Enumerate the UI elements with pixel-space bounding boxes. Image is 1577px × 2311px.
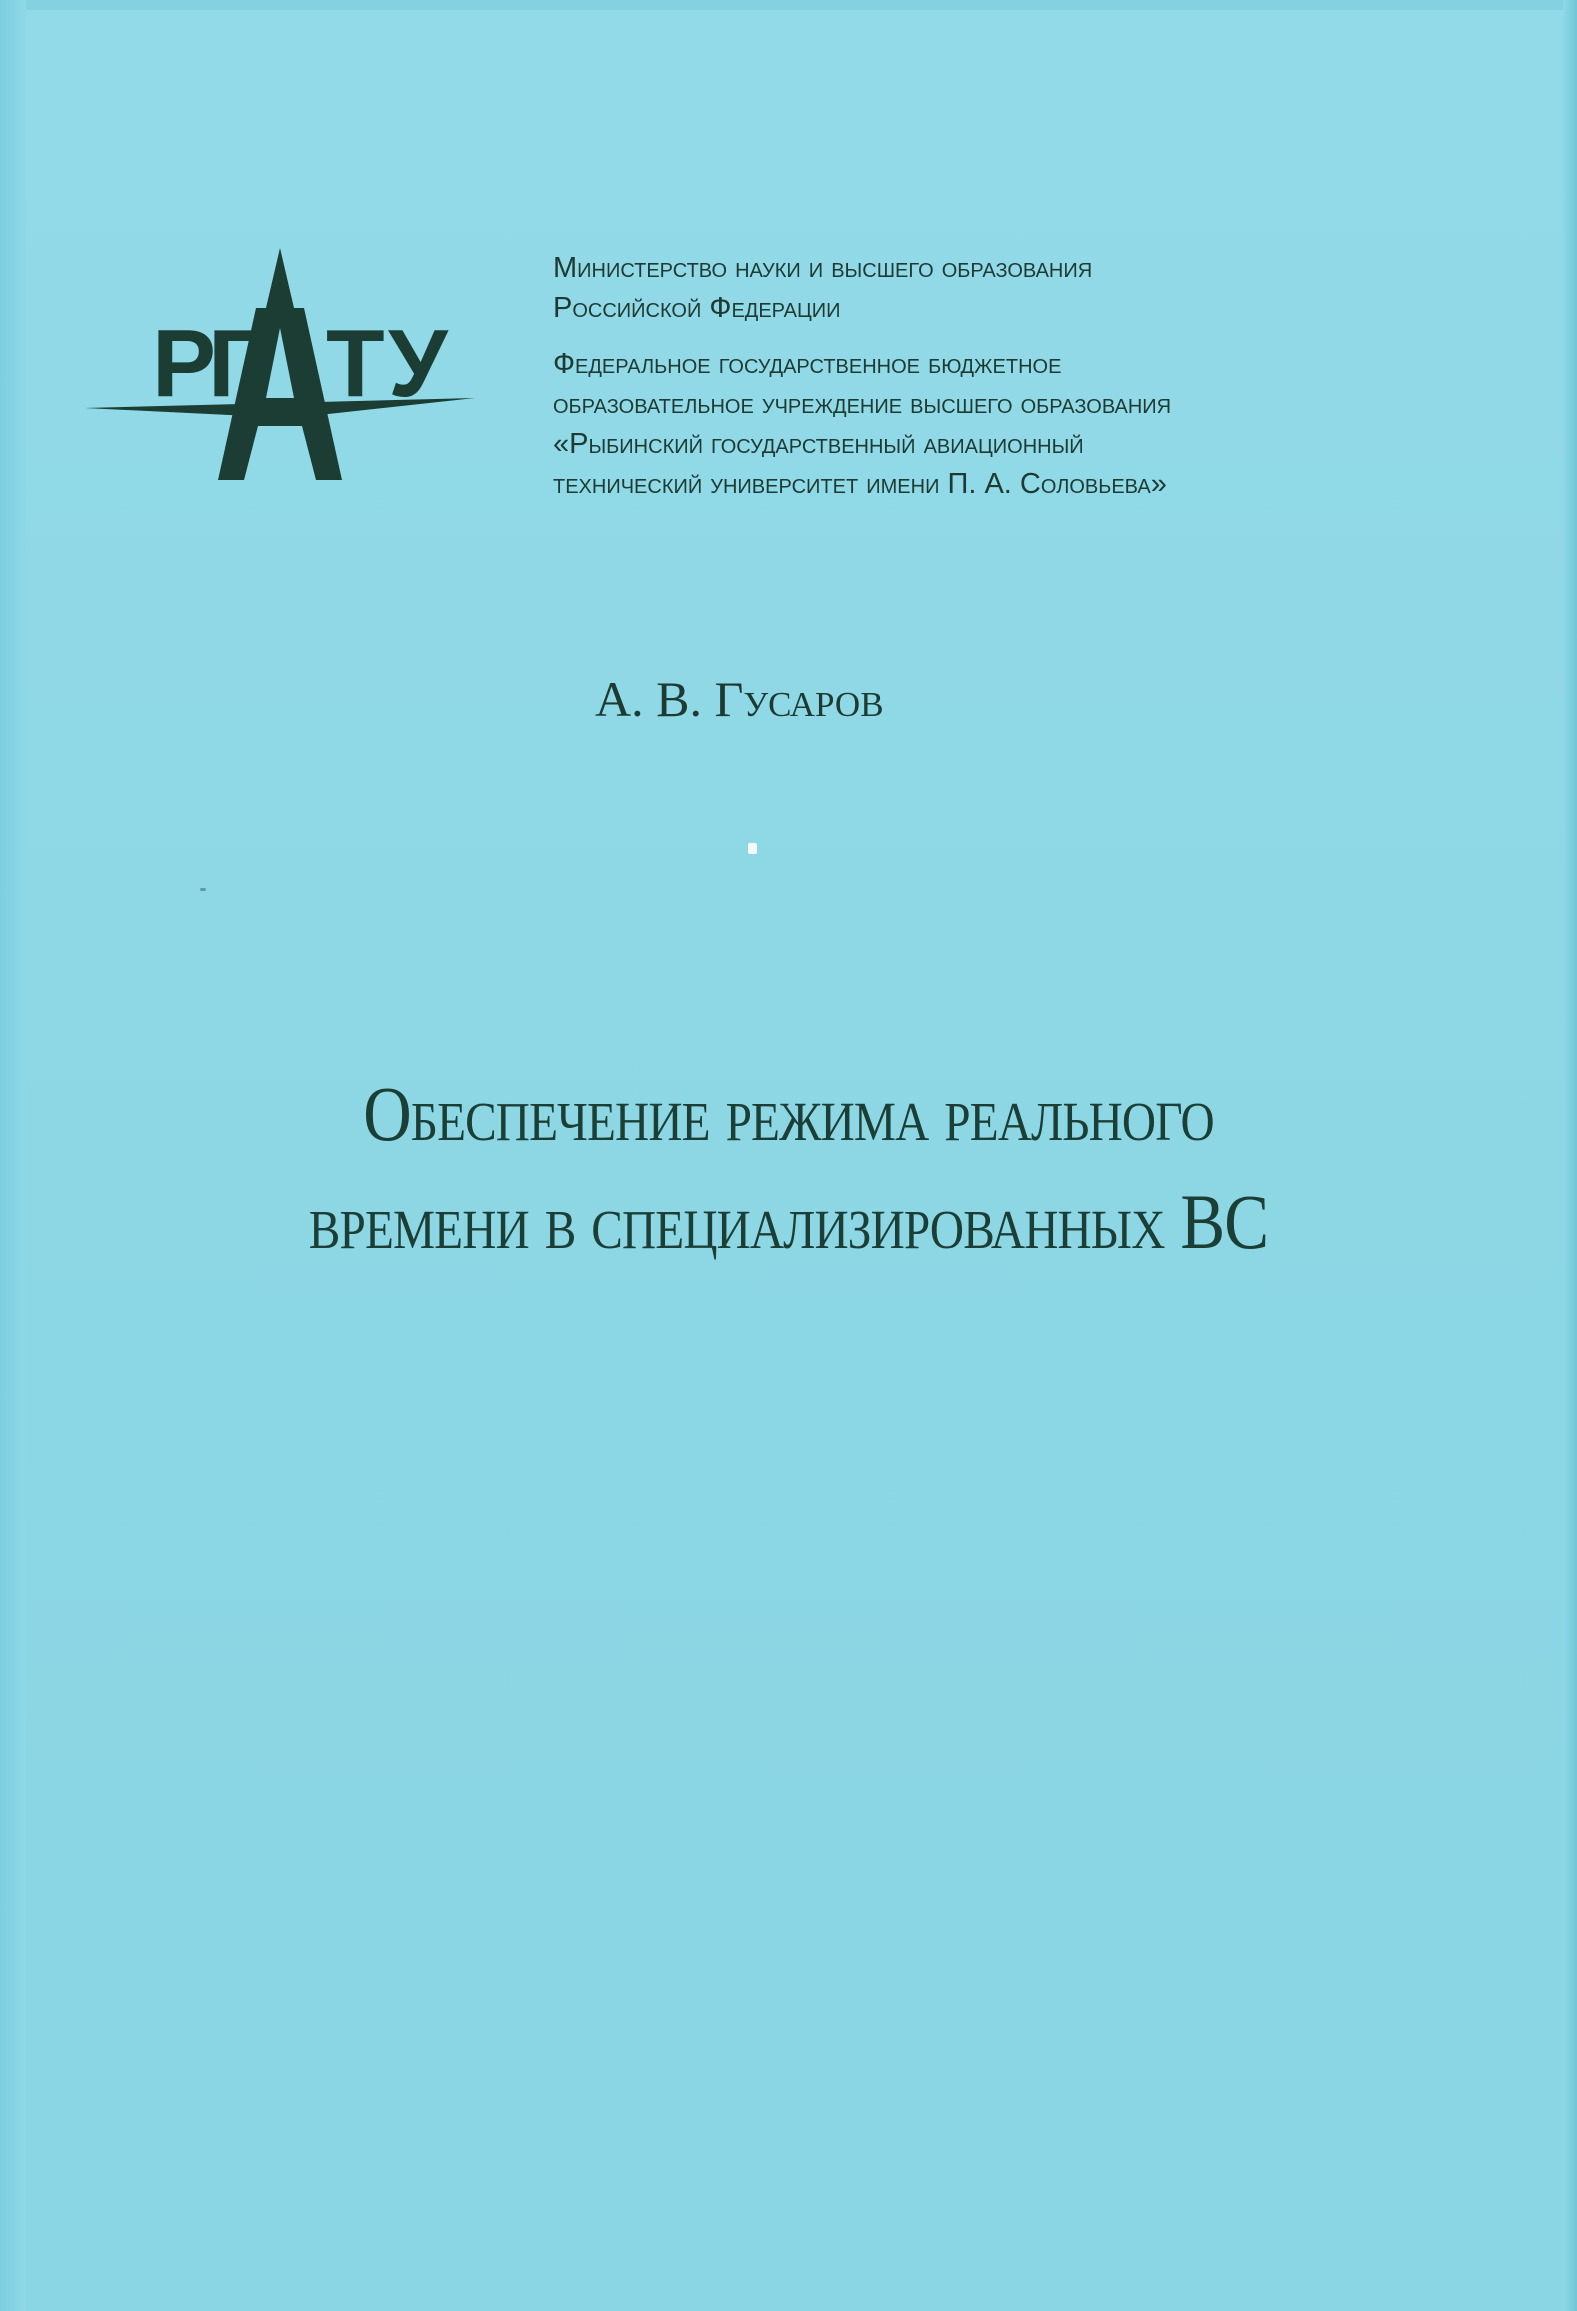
rgatu-emblem-icon [80, 248, 480, 488]
ministry-line-1: Министерство науки и высшего образования [553, 252, 1093, 284]
print-speck [748, 843, 757, 854]
svg-text:У: У [388, 310, 446, 417]
book-title-line-2: времени в специализированных ВС [308, 1178, 1269, 1265]
svg-text:Т: Т [326, 310, 383, 417]
ministry-line-2: Российской Федерации [553, 292, 841, 324]
print-speck [200, 888, 206, 891]
ministry-block [553, 248, 1433, 504]
book-title-line-1: Обеспечение режима реального [363, 1070, 1214, 1157]
book-title [162, 1060, 1415, 1276]
cover-edge-top [0, 0, 1577, 10]
institution-line-3: «Рыбинский государственный авиационный [553, 428, 1084, 460]
institution-line-2: образовательное учреждение высшего образования [553, 388, 1172, 420]
svg-text:Р: Р [152, 310, 215, 417]
institution-line-4: технический университет имени П. А. Соловьева» [553, 468, 1167, 500]
cover-edge-left [0, 0, 26, 2311]
author-name: А. В. Гусаров [595, 671, 884, 727]
cover-edge-right [1563, 0, 1577, 2311]
svg-text:Г: Г [208, 310, 261, 417]
institution-line-1: Федеральное государственное бюджетное [553, 348, 1062, 380]
